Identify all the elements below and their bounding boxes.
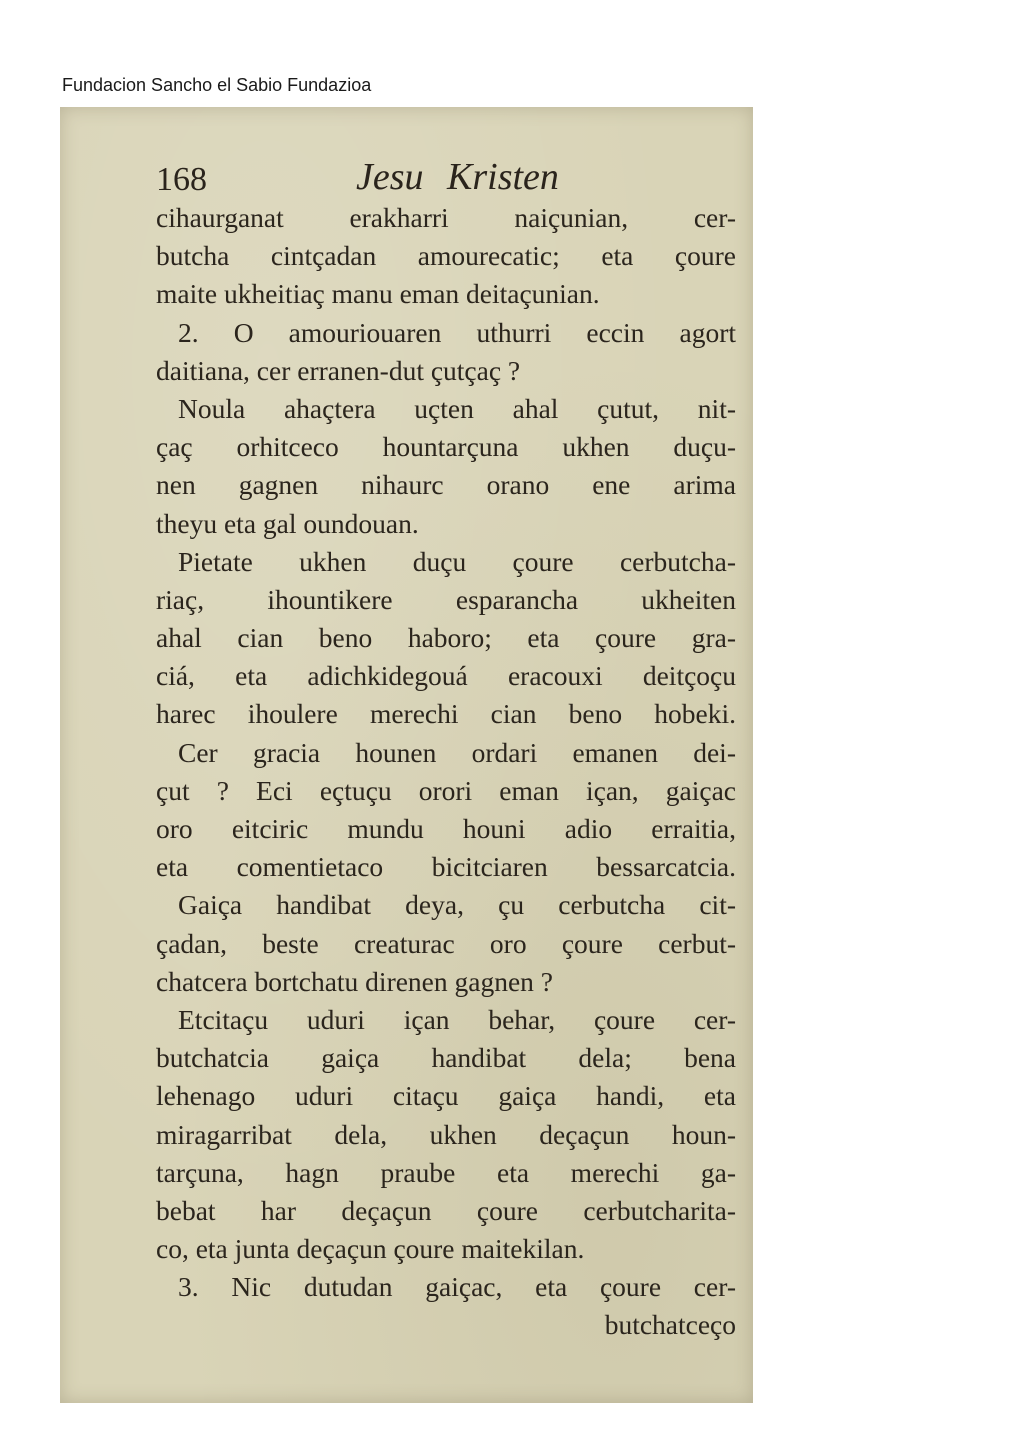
body-text bbox=[156, 199, 736, 1345]
text-line: daitiana, cer erranen-dut çutçaç ? bbox=[156, 354, 521, 386]
text-line: çut ? Eci eçtuçu orori eman içan, gaiçac bbox=[156, 774, 736, 806]
text-line: Noula ahaçtera uçten ahal çutut, nit- bbox=[178, 392, 736, 424]
text-line: nen gagnen nihaurc orano ene arima bbox=[156, 469, 736, 501]
catchword: butchatceço bbox=[604, 1309, 736, 1341]
text-line: Cer gracia hounen ordari emanen dei- bbox=[178, 736, 736, 768]
text-line: 2. O amouriouaren uthurri eccin agort bbox=[178, 316, 736, 348]
text-line: lehenago uduri citaçu gaiça handi, eta bbox=[156, 1080, 736, 1112]
text-line: tarçuna, hagn praube eta merechi ga- bbox=[156, 1156, 736, 1188]
text-line: theyu eta gal oundouan. bbox=[156, 507, 419, 539]
text-line: miragarribat dela, ukhen deçaçun houn- bbox=[156, 1118, 736, 1150]
text-line: cihaurganat erakharri naiçunian, cer- bbox=[156, 202, 736, 233]
text-line: co, eta junta deçaçun çoure maitekilan. bbox=[156, 1233, 585, 1265]
source-watermark: Fundacion Sancho el Sabio Fundazioa bbox=[62, 75, 372, 95]
text-line: butchatcia gaiça handibat dela; bena bbox=[156, 1042, 736, 1074]
page-number: 168 bbox=[156, 161, 207, 198]
text-line: ahal cian beno haboro; eta çoure gra- bbox=[156, 622, 736, 654]
text-line: Etcitaçu uduri içan behar, çoure cer- bbox=[178, 1003, 736, 1035]
text-line: Gaiça handibat deya, çu cerbutcha cit- bbox=[178, 889, 736, 921]
text-line: butcha cintçadan amourecatic; eta çoure bbox=[156, 240, 736, 272]
text-line: harec ihoulere merechi cian beno hobeki. bbox=[156, 698, 736, 730]
text-line: 3. Nic dutudan gaiçac, eta çoure cer- bbox=[178, 1271, 736, 1303]
running-title: Jesu Kristen bbox=[356, 156, 559, 198]
text-line: oro eitciric mundu houni adio erraitia, bbox=[156, 813, 736, 844]
text-line: bebat har deçaçun çoure cerbutcharita- bbox=[156, 1194, 736, 1226]
text-line: chatcera bortchatu direnen gagnen ? bbox=[156, 965, 554, 997]
page-header bbox=[156, 155, 736, 205]
text-line: Pietate ukhen duçu çoure cerbutcha- bbox=[178, 545, 736, 577]
text-line: riaç, ihountikere esparancha ukheiten bbox=[156, 583, 736, 615]
text-line: çaç orhitceco hountarçuna ukhen duçu- bbox=[156, 431, 736, 463]
scanned-page bbox=[60, 107, 753, 1403]
text-line: çadan, beste creaturac oro çoure cerbut- bbox=[156, 927, 736, 959]
text-line: ciá, eta adichkidegouá eracouxi deitçoçu bbox=[156, 660, 736, 692]
text-line: maite ukheitiaç manu eman deitaçunian. bbox=[156, 278, 600, 310]
text-line: eta comentietaco bicitciaren bessarcatcia. bbox=[156, 851, 736, 883]
